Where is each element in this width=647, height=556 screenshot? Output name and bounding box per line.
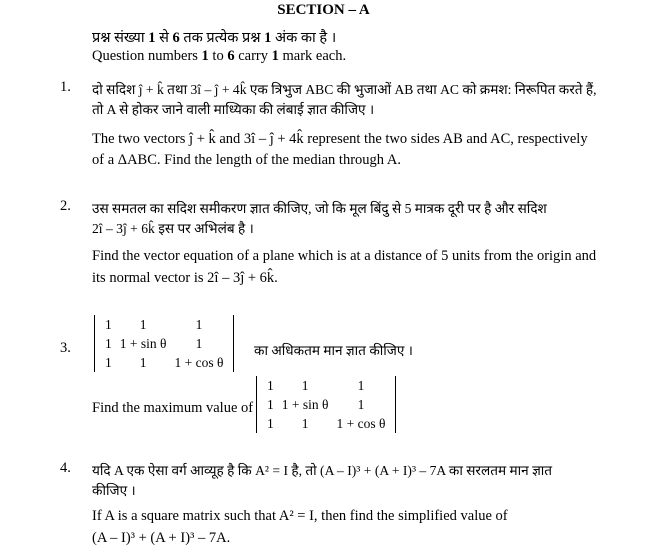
question-text-hindi: तो A से होकर जाने वाली माध्यिका की लंबाई ज्ञात कीजिए ।: [92, 102, 375, 117]
question-number: 4.: [60, 460, 71, 476]
determinant-hindi: 1 1 1 1 1 + sin θ 1 1 1 1 + cos θ: [94, 315, 234, 372]
question-text-hindi: कीजिए ।: [92, 483, 136, 498]
question-text-english: of a ΔABC. Find the length of the median through A.: [92, 152, 401, 168]
question-text-english: Find the vector equation of a plane which is at a distance of 5 units from the origin and: [92, 248, 597, 264]
question-text-hindi: का अधिकतम मान ज्ञात कीजिए ।: [254, 343, 413, 358]
question-text-hindi: यदि A एक ऐसा वर्ग आव्यूह है कि A² = I है, तो (A – I)³ + (A + I)³ – 7A का सरलतम मान ज्ञात: [92, 463, 553, 478]
question-number: 1.: [60, 79, 71, 95]
question-text-english: Find the maximum value of: [92, 400, 254, 416]
question-text-english: If A is a square matrix such that A² = I, then find the simplified value of: [92, 508, 508, 524]
question-number: 2.: [60, 198, 71, 214]
question-text-hindi: 2î – 3ĵ + 6k̂ इस पर अभिलंब है ।: [92, 221, 254, 236]
intro-hindi: प्रश्न संख्या 1 से 6 तक प्रत्येक प्रश्न 1 अंक का है ।: [92, 30, 337, 46]
question-text-hindi: उस समतल का सदिश समीकरण ज्ञात कीजिए, जो कि मूल बिंदु से 5 मात्रक दूरी पर है और सदिश: [92, 201, 547, 216]
question-text-hindi: दो सदिश ĵ + k̂ तथा 3î – ĵ + 4k̂ एक त्रिभुज ABC की भुजाओं AB तथा AC को क्रमश: निरूपित करते हैं,: [92, 82, 597, 97]
intro-english: Question numbers 1 to 6 carry 1 mark each.: [92, 48, 347, 64]
section-title: SECTION – A: [277, 2, 370, 18]
determinant-english: 1 1 1 1 1 + sin θ 1 1 1 1 + cos θ: [256, 376, 396, 433]
question-text-english: its normal vector is 2î – 3ĵ + 6k̂.: [92, 270, 278, 286]
question-text-english: (A – I)³ + (A + I)³ – 7A.: [92, 530, 231, 546]
question-number: 3.: [60, 340, 71, 356]
question-text-english: The two vectors ĵ + k̂ and 3î – ĵ + 4k̂ represent the two sides AB and AC, respectively: [92, 131, 588, 147]
